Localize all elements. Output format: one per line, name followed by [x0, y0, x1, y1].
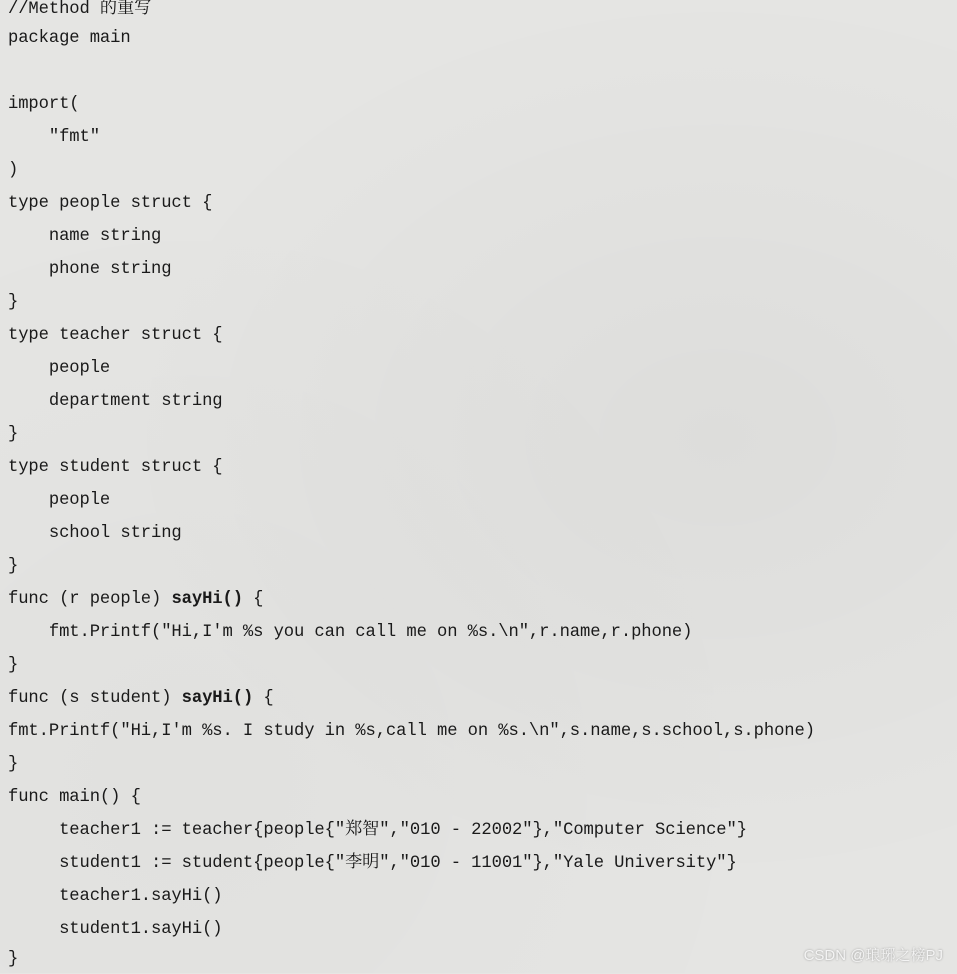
func-student-signature: func (s student)	[8, 689, 182, 708]
code-line-main-close: }	[8, 950, 19, 969]
code-line-student-close: }	[8, 557, 19, 576]
code-line-student1-sayhi: student1.sayHi()	[8, 920, 223, 939]
func-people-signature: func (r people)	[8, 590, 172, 609]
code-line-func-main: func main() {	[8, 788, 141, 807]
code-line-printf-people: fmt.Printf("Hi,I'm %s you can call me on %s.\n",r.name,r.phone)	[8, 623, 693, 642]
code-line-type-teacher: type teacher struct {	[8, 326, 223, 345]
code-line-teacher-department: department string	[8, 392, 223, 411]
code-line-people-phone: phone string	[8, 260, 172, 279]
code-line-people-name: name string	[8, 227, 162, 246]
code-line-func-people-close: }	[8, 656, 19, 675]
code-line-import: import(	[8, 95, 80, 114]
code-line-teacher-people: people	[8, 359, 111, 378]
code-line-student1-assign: student1 := student{people{"李明","010 - 11001"},"Yale University"}	[8, 854, 737, 873]
code-line-func-people-sayhi	[8, 586, 263, 614]
code-line-type-people: type people struct {	[8, 194, 213, 213]
code-line-printf-student: fmt.Printf("Hi,I'm %s. I study in %s,call me on %s.\n",s.name,s.school,s.phone)	[8, 722, 815, 741]
code-line-people-close: }	[8, 293, 19, 312]
code-line-func-student-sayhi	[8, 685, 274, 713]
brace-open: {	[253, 689, 274, 708]
code-line-comment: //Method 的重写	[8, 0, 152, 19]
sayhi-method-name: sayHi()	[181, 689, 254, 708]
code-line-student-school: school string	[8, 524, 182, 543]
sayhi-method-name: sayHi()	[171, 590, 243, 609]
code-line-import-close: )	[8, 161, 19, 180]
code-line-student-people: people	[8, 491, 111, 510]
code-line-teacher1-sayhi: teacher1.sayHi()	[8, 887, 223, 906]
code-line-import-fmt: "fmt"	[8, 128, 100, 147]
code-line-type-student: type student struct {	[8, 458, 223, 477]
code-line-func-student-close: }	[8, 755, 19, 774]
code-line-package: package main	[8, 29, 131, 48]
code-line-teacher-close: }	[8, 425, 19, 444]
code-line-teacher1-assign: teacher1 := teacher{people{"郑智","010 - 22002"},"Computer Science"}	[8, 821, 747, 840]
csdn-watermark: CSDN @琅琊之榜PJ	[803, 947, 943, 964]
brace-open: {	[242, 590, 264, 609]
